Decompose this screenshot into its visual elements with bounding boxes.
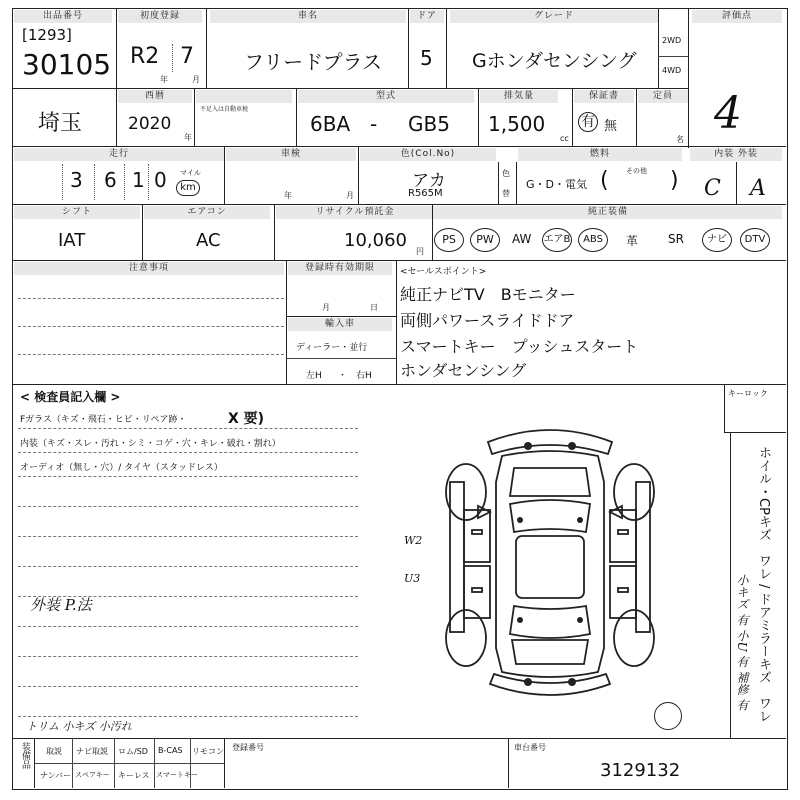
hdr-aircon: エアコン: [144, 206, 270, 219]
drive-2wd: 2WD: [662, 36, 682, 45]
hdr-model: 型式: [298, 90, 474, 103]
inspector-line-audio: オーディオ（無し・穴）/ タイヤ（スタッドレス）: [20, 463, 223, 473]
color-label2: 替: [502, 189, 510, 198]
inspection-month: 月: [346, 191, 354, 200]
color-name: アカ: [412, 171, 446, 191]
recycle-value: 10,060: [344, 230, 407, 251]
fglass-mark: X 要): [228, 411, 265, 427]
equip-leather: 革: [626, 234, 639, 248]
inspection-year: 年: [284, 191, 292, 200]
model-dash: -: [370, 112, 378, 136]
doors-value: 5: [420, 46, 433, 70]
equip-navi: ナビ: [702, 228, 732, 252]
hdr-fuel: 燃料: [518, 148, 682, 161]
first-reg-era: R2: [130, 44, 160, 69]
footer-label-rom: ロム/SD: [118, 747, 148, 756]
import-left: 左H: [306, 371, 322, 381]
hdr-displacement: 排気量: [480, 90, 558, 103]
hdr-inspection: 車検: [226, 148, 356, 161]
hdr-warranty: 保証書: [574, 90, 634, 103]
handwritten-w2: W2: [404, 534, 423, 547]
reg-valid-day: 日: [370, 303, 378, 312]
hdr-shift: シフト: [14, 206, 140, 219]
warranty-no: 無: [604, 119, 618, 134]
inspector-line-interior: 内装（キズ・スレ・汚れ・シミ・コゲ・穴・キレ・破れ・割れ）: [20, 439, 281, 449]
hdr-recycle: リサイクル預託金: [276, 206, 434, 219]
footer-reg-no: 登録番号: [232, 743, 264, 752]
first-reg-month: 7: [180, 44, 194, 69]
auction-sheet: [12, 8, 788, 790]
year-ad: 2020: [128, 114, 172, 134]
footer-label-spare-key: スペアキー: [75, 771, 110, 779]
drive-4wd: 4WD: [662, 66, 682, 75]
import-dealer: ディーラー・並行: [296, 343, 368, 353]
score-handwritten: 4: [714, 88, 742, 139]
equip-aw: AW: [512, 232, 532, 246]
color-code: R565M: [408, 188, 443, 199]
fuel-cap-circle: [654, 702, 682, 730]
sales-point-4: ホンダセンシング: [400, 361, 527, 380]
hdr-lot: 出品番号: [14, 10, 112, 23]
first-reg-year-unit: 年: [160, 75, 168, 84]
equip-abs: ABS: [578, 228, 608, 252]
fuel-paren-close: ): [670, 168, 679, 193]
hdr-notes: 注意事項: [14, 262, 284, 275]
equip-sr: SR: [668, 232, 684, 246]
exterior-grade: A: [750, 176, 766, 201]
footer-label-plate: ナンバー: [40, 771, 72, 780]
footer-left-title: 装備品: [20, 742, 30, 769]
capacity-unit: 名: [676, 135, 684, 144]
warranty-yes: 有: [578, 112, 598, 132]
lot-number: 30105: [22, 48, 112, 81]
displacement-value: 1,500: [488, 112, 546, 136]
equip-ps: PS: [434, 228, 464, 252]
mileage-d1: 3: [70, 168, 83, 192]
hdr-reg-valid: 登録時有効期限: [288, 262, 392, 275]
mileage-unit-mile: マイル: [180, 169, 201, 177]
interior-grade: C: [704, 176, 721, 201]
hdr-score: 評価点: [692, 10, 782, 23]
equip-dtv: DTV: [740, 228, 770, 252]
first-reg-month-unit: 月: [192, 75, 200, 84]
fuel-text: G・D・電気: [526, 178, 587, 191]
car-name: フリードプラス: [244, 50, 382, 74]
region: 埼玉: [38, 111, 83, 136]
fuel-paren-open: (: [600, 168, 609, 193]
footer-label-navi-manual: ナビ取説: [76, 747, 108, 756]
mileage-d3: 1: [132, 168, 145, 192]
import-right: 右H: [356, 371, 372, 381]
car-diagram: [428, 412, 672, 712]
reg-valid-month: 月: [322, 303, 330, 312]
footer-label-bcas: B-CAS: [158, 746, 183, 755]
side-note: ホイル・CPキズ ワレ / ドアミラーキズ ワレ: [756, 446, 771, 723]
shift-value: IAT: [58, 230, 86, 251]
inspector-title: < 検査員記入欄 >: [20, 390, 121, 404]
hdr-car-name: 車名: [210, 10, 406, 23]
footer-label-manual: 取説: [46, 747, 62, 756]
footer-label-keyless: キーレス: [118, 771, 150, 780]
hdr-import: 輸入車: [288, 318, 392, 331]
color-label1: 色: [502, 169, 510, 178]
model-code: GB5: [408, 112, 450, 136]
key-lock-label: キーロック: [728, 389, 768, 398]
recycle-unit: 円: [416, 247, 424, 256]
hdr-inspection-blank: [196, 90, 292, 103]
sales-point-1: 純正ナビTV Bモニター: [400, 285, 576, 304]
handwritten-trim: トリム 小キズ 小汚れ: [26, 720, 132, 733]
displacement-unit: cc: [560, 134, 569, 143]
footer-label-smart-key: スマートキー: [156, 771, 198, 779]
model-prefix: 6BA: [310, 112, 351, 136]
handwritten-exterior: 外装 P.法: [30, 596, 92, 614]
side-note-handwritten: 小キズ 有 小U 有 補修 有: [735, 574, 749, 712]
mileage-d2: 6: [104, 168, 117, 192]
import-dot: ・: [338, 371, 348, 381]
note-small: 不足入は自動車税: [200, 106, 249, 113]
grade-value: Gホンダセンシング: [472, 50, 637, 72]
fuel-other: その他: [626, 167, 647, 175]
hdr-int-ext: 内装 外装: [690, 148, 782, 161]
equip-pw: PW: [470, 228, 500, 252]
footer-label-remote: リモコン: [192, 747, 224, 756]
hdr-equipment: 純正装備: [434, 206, 782, 219]
handwritten-u3: U3: [404, 572, 421, 585]
sales-title: <セールスポイント>: [400, 267, 487, 277]
sales-point-3: スマートキー プッシュスタート: [400, 337, 639, 356]
hdr-capacity: 定員: [638, 90, 688, 103]
footer-chassis-no: 3129132: [600, 760, 681, 781]
lot-bracket: [1293]: [22, 26, 72, 44]
aircon-value: AC: [196, 230, 221, 251]
year-suffix: 年: [184, 133, 192, 142]
equip-airbag: エアB: [542, 228, 572, 252]
inspector-line-fglass: Fガラス（キズ・飛石・ヒビ・リペア跡・: [20, 415, 187, 425]
hdr-mileage: 走行: [14, 148, 224, 161]
hdr-doors: ドア: [410, 10, 444, 23]
hdr-first-reg: 初度登録: [118, 10, 202, 23]
hdr-grade: グレード: [450, 10, 658, 23]
mileage-d4: 0: [154, 168, 167, 192]
sales-point-2: 両側パワースライドドア: [400, 311, 575, 330]
mileage-unit-km: km: [176, 180, 200, 196]
hdr-color: 色(Col.No): [360, 148, 496, 161]
hdr-year-ad: 西暦: [118, 90, 192, 103]
footer-chassis-label: 車台番号: [514, 743, 546, 752]
